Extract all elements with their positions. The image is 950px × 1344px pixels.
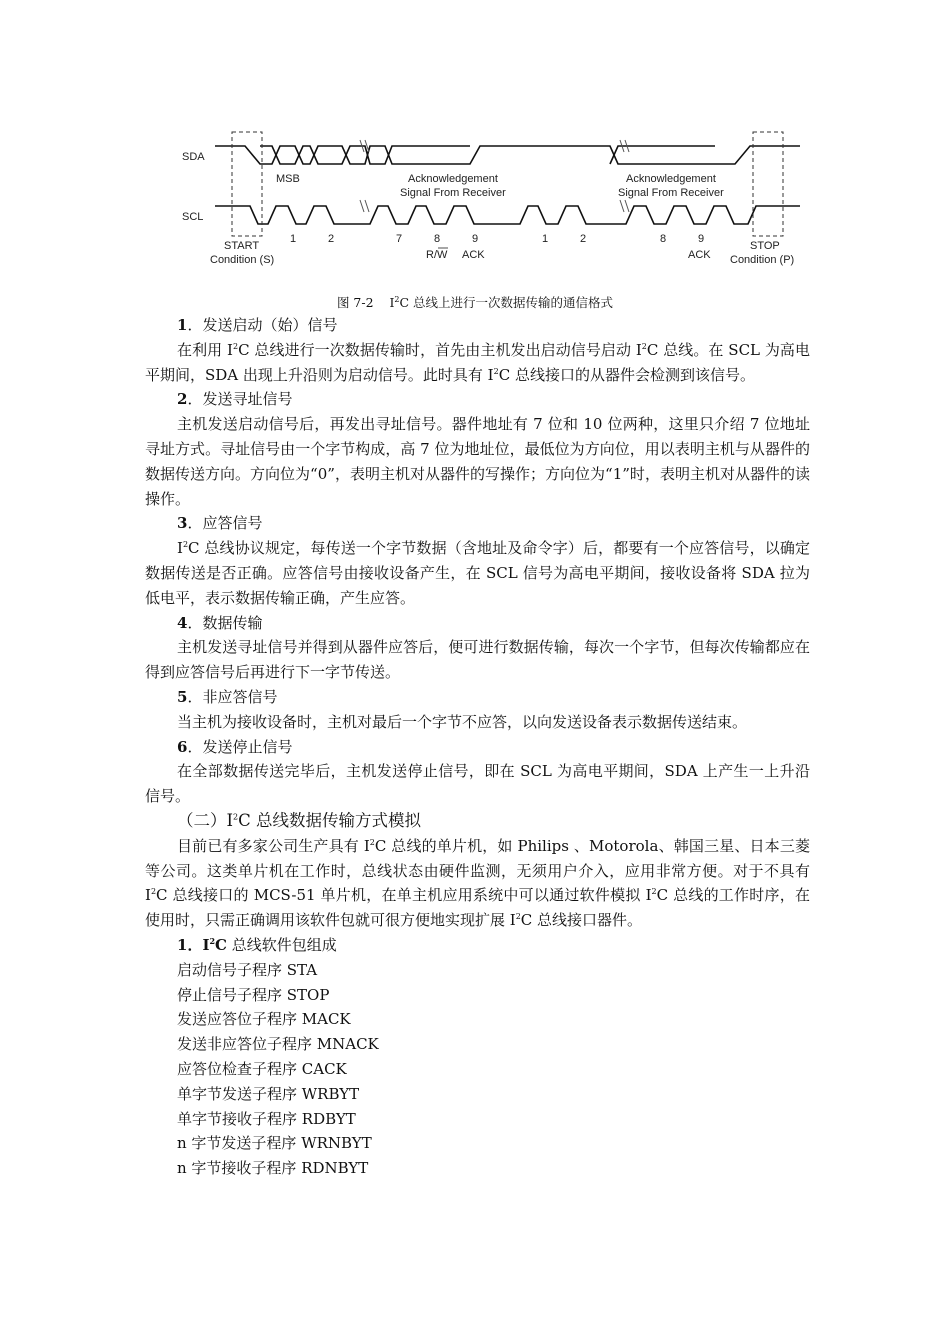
scl-label: SCL — [182, 211, 204, 223]
start-label-line1: START — [224, 240, 260, 252]
clock-number: 9 — [698, 233, 705, 245]
paragraph: 当主机为接收设备时，主机对最后一个字节不应答，以向发送设备表示数据传送结束。 — [177, 712, 748, 731]
clock-number: 2 — [328, 233, 335, 245]
section-heading: 5．非应答信号 — [177, 687, 278, 706]
stop-label-line1: STOP — [750, 240, 780, 252]
clock-number: 8 — [434, 233, 441, 245]
figure-caption: 图 7-2 $I^2C$ 总线上进行一次数据传输的通信格式 — [336, 294, 614, 310]
paragraph: 主机发送启动信号后，再发出寻址信号。器件地址有 7 位和 10 位两种，这里只介绍 7 位地址寻址方式。寻址信号由一个字节构成，高 7 位为地址位，最低位为方向位，用以表明主机与从器件的数据传送方向。方向位为“0”，表明主机对从器件的写操作；方向位为“1”时，表明主机对从器件的读操作。 — [145, 415, 810, 508]
clock-number: 9 — [472, 233, 479, 245]
paragraph: $I^2C$ 总线协议规定，每传送一个字节数据（含地址及命令字）后，都要有一个应答信号，以确定数据传送是否正确。应答信号由接收设备产生，在 SCL 信号为高电平期间，接收设备将 SDA 拉为低电平，表示数据传输正确，产生应答。 — [145, 539, 810, 607]
clock-number: 7 — [396, 233, 403, 245]
list-item: 单字节接收子程序 RDBYT — [177, 1109, 356, 1128]
section-heading: 2．发送寻址信号 — [177, 390, 293, 409]
start-label-line2: Condition (S) — [210, 254, 275, 266]
ack-label: ACK — [688, 249, 711, 261]
i2c-timing-diagram — [170, 120, 820, 280]
sda-waveform — [215, 146, 800, 164]
ack-signal-line2: Signal From Receiver — [618, 187, 724, 199]
paragraph: 在全部数据传送完毕后，主机发送停止信号，即在 SCL 为高电平期间，SDA 上产生一上升沿信号。 — [145, 762, 810, 806]
clock-number: 8 — [660, 233, 667, 245]
list-item: n 字节接收子程序 RDNBYT — [177, 1159, 369, 1178]
stop-label-line2: Condition (P) — [730, 254, 795, 266]
rw-label: R/W — [426, 249, 448, 261]
list-item: 停止信号子程序 STOP — [177, 985, 330, 1004]
scl-waveform — [215, 206, 800, 224]
ack-signal-line1: Acknowledgement — [626, 173, 716, 185]
ack-signal-line2: Signal From Receiver — [400, 187, 506, 199]
ack-signal-line1: Acknowledgement — [408, 173, 498, 185]
list-item: n 字节发送子程序 WRNBYT — [177, 1134, 372, 1153]
section-heading: 6．发送停止信号 — [177, 737, 293, 756]
list-item: 应答位检查子程序 CACK — [177, 1059, 347, 1078]
clock-number: 2 — [580, 233, 587, 245]
subsection-heading: （二）$I^2C$ 总线数据传输方式模拟 — [177, 810, 421, 830]
paragraph: 在利用 $I^2C$ 总线进行一次数据传输时，首先由主机发出启动信号启动 $I^2C$ 总线。在 SCL 为高电平期间，SDA 出现上升沿则为启动信号。此时具有 $I^2C$ 总线接口的从器件会检测到该信号。 — [145, 340, 810, 384]
section-heading: 3．应答信号 — [177, 514, 263, 533]
sda-label: SDA — [182, 151, 205, 163]
ack-label: ACK — [462, 249, 485, 261]
section-heading: 1．$I^2C$ 总线软件包组成 — [177, 935, 337, 954]
list-item: 启动信号子程序 STA — [177, 960, 318, 979]
document-body — [145, 313, 810, 1181]
list-item: 单字节发送子程序 WRBYT — [177, 1084, 360, 1103]
section-heading: 4．数据传输 — [177, 613, 263, 632]
list-item: 发送非应答位子程序 MNACK — [177, 1035, 379, 1054]
section-heading: 1．发送启动（始）信号 — [177, 316, 338, 334]
clock-number: 1 — [290, 233, 297, 245]
list-item: 发送应答位子程序 MACK — [177, 1010, 351, 1029]
msb-label: MSB — [276, 173, 300, 185]
paragraph: 目前已有多家公司生产具有 $I^2C$ 总线的单片机，如 Philips 、Motorola、韩国三星、日本三菱等公司。这类单片机在工作时，总线状态由硬件监测，无须用户介入，应用非常方便。对于不具有 $I^2C$ 总线接口的 MCS-51 单片机，在单主机应用系统中可以通过软件模拟 $I^2C$ 总线的工作时序，在使用时，只需正确调用该软件包就可很方便地实现扩展 $I^2C$ 总线接口器件。 — [145, 836, 811, 930]
stop-condition-box — [753, 132, 783, 236]
paragraph: 主机发送寻址信号并得到从器件应答后，便可进行数据传输，每次一个字节，但每次传输都应在得到应答信号后再进行下一字节传送。 — [145, 638, 810, 682]
clock-number: 1 — [542, 233, 549, 245]
